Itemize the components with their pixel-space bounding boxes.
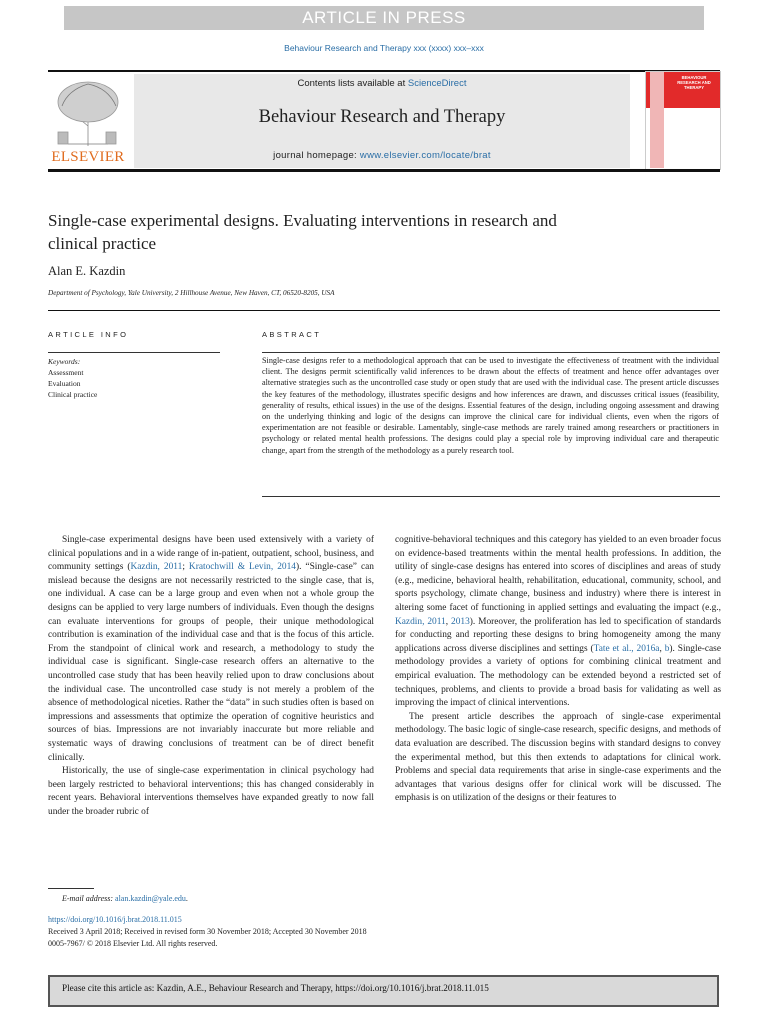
body-column-left <box>48 534 374 819</box>
cover-title-line: THERAPY <box>683 85 704 90</box>
article-title-line: clinical practice <box>48 234 157 253</box>
abstract-bottom-rule <box>262 496 720 497</box>
header-top-rule <box>48 70 720 72</box>
cite-this-article-box <box>48 975 719 1007</box>
article-info-rule <box>48 352 220 353</box>
sciencedirect-link[interactable]: ScienceDirect <box>407 78 467 89</box>
received-dates: Received 3 April 2018; Received in revised form 30 November 2018; Accepted 30 November 2018 <box>48 927 367 936</box>
keyword-item: Assessment <box>48 368 84 377</box>
homepage-link[interactable]: www.elsevier.com/locate/brat <box>359 150 491 161</box>
email-label: E-mail address: <box>62 894 116 903</box>
body-paragraph: Historically, the use of single-case experimentation in clinical psychology had been largely restricted to behavioral interventions; this has changed considerably in recent years. Behavioral interventions themselves have expanded greatly to now fall under the broader rubric of <box>48 766 374 817</box>
body-column-right <box>395 534 721 806</box>
keyword-item: Evaluation <box>48 379 81 388</box>
journal-title: Behaviour Research and Therapy <box>258 107 506 127</box>
cite-this-article-text: Please cite this article as: Kazdin, A.E., Behaviour Research and Therapy, https://doi.org/10.1016/j.brat.2018.11.015 <box>62 983 489 993</box>
body-paragraph: cognitive-behavioral techniques and this category has yielded to an even broader focus on evidence-based treatments within the mental health professions. In addition, the utility of single-case designs has entered into scores of disciplines and areas of study (e.g., medicine, behavioral health, rehabilitation, educational, community, school, and sports psychology, climate change, business and industry) where there is interest in altering some facet of functioning in applied settings and evaluating the impact (e.g., Kazdin, 2011, 2013). Moreover, the proliferation has led to specification of standards for conducting and reporting these designs to bring homogeneity among the many applications across diverse disciplines and settings (Tate et al., 2016a, b). Single-case methodology provides a variety of options for combining clinical treatment and empirical evaluation. The methodology can be extended beyond a restricted set of techniques, problems, and clients to provide a broad basis for validating as well as improving the impact of clinical interventions. <box>395 535 721 709</box>
doi-link[interactable]: https://doi.org/10.1016/j.brat.2018.11.015 <box>48 915 182 924</box>
reference-link[interactable]: Tate et al., 2016a <box>593 643 660 654</box>
contents-line <box>134 78 630 89</box>
cover-title <box>670 75 718 90</box>
article-title <box>48 209 688 255</box>
author-affiliation: Department of Psychology, Yale University, 2 Hillhouse Avenue, New Haven, CT, 06520-8205, USA <box>48 289 335 297</box>
article-info-heading: ARTICLE INFO <box>48 330 129 339</box>
reference-link[interactable]: Kazdin, 2011 <box>130 562 183 573</box>
elsevier-wordmark: ELSEVIER <box>51 149 125 165</box>
article-title-line: Single-case experimental designs. Evaluating interventions in research and <box>48 211 557 230</box>
footnote-rule <box>48 888 94 889</box>
copyright-line: 0005-7967/ © 2018 Elsevier Ltd. All rights reserved. <box>48 939 218 948</box>
abstract-rule <box>262 352 720 353</box>
abstract-heading: ABSTRACT <box>262 330 322 339</box>
homepage-prefix: journal homepage: <box>273 150 360 161</box>
author-email-footnote: E-mail address: alan.kazdin@yale.edu. <box>62 894 188 903</box>
title-divider <box>48 310 720 311</box>
cover-title-line: RESEARCH AND <box>677 80 711 85</box>
keyword-item: Clinical practice <box>48 390 98 399</box>
cover-title-line: BEHAVIOUR <box>681 75 707 80</box>
journal-cover-thumbnail[interactable] <box>645 71 721 170</box>
header-bottom-rule <box>48 169 720 172</box>
article-in-press-banner: ARTICLE IN PRESS <box>64 6 704 30</box>
reference-link[interactable]: Kratochwill & Levin, 2014 <box>188 562 296 573</box>
contents-prefix: Contents lists available at <box>297 78 408 89</box>
email-link[interactable]: alan.kazdin@yale.edu <box>115 894 186 903</box>
body-paragraph: The present article describes the approach of single-case experimental methodology. The basic logic of single-case research, specific designs, and methods of data evaluation are described. The discussion begins with standard designs to convey the experimental method, but this then extends to adaptations for clinical work. Problems and special data requirements that arise in single-case experiments and the advantages that various designs offer for clinical work will be discussed. The emphasis is on utilization of the designs or their features to <box>395 711 721 804</box>
reference-link[interactable]: 2013 <box>451 616 470 627</box>
author-name[interactable]: Alan E. Kazdin <box>48 264 126 278</box>
journal-homepage-line <box>134 150 630 161</box>
cover-side-stripe <box>650 72 664 168</box>
reference-link[interactable]: b <box>664 643 670 654</box>
abstract-text: Single-case designs refer to a methodological approach that can be used to investigate the effectiveness of treatment with the individual client. The designs permit scientifically valid inferences to be drawn about the effects of treatment and hence offer advantages over alternative strategies such as the uncontrolled case study or open study that are used with the individual case. The present article discusses the key features of the methodology, illustrates specific designs and how inferences are drawn, and discusses critical issues (feasibility, generality of results, ethical issues) in the use of the designs. Essential features of the design, including ongoing assessment and drawing on the underlying thinking and logic of the designs can improve the clinical care for individual clients, even when the rigors of experimentation are not feasible or desirable. Lamentably, single-case methods are rarely trained among researchers or practitioners in psychology or related mental health professions. The designs could play a special role by improving individual care and therapeutic change, apart from the strength of the methodology as a purely research tool. <box>262 356 719 455</box>
journal-citation-link[interactable]: Behaviour Research and Therapy xxx (xxxx) xxx–xxx <box>284 43 484 53</box>
body-paragraph: Single-case experimental designs have been used extensively with a variety of clinical populations and in a wide range of in-patient, outpatient, school, business, and community settings (Kazdin, 2011; Kratochwill & Levin, 2014). “Single-case” can mislead because the designs are not necessarily restricted to the single case, that is, one individual. A case can be a large group and even when not a whole group the designs can be applied to very large numbers of individuals. Even though the designs can evaluate interventions for groups of people, their unique methodological contribution is examination of the individual case and that is the focus of this article. From the standpoint of clinical work and research, a methodology to study the individual case is significant. Single-case research offers an alternative to the uncontrolled case study that has been heavily relied upon to draw conclusions about the individual case. The uncontrolled case study is not merely a problem of the absence of methodological niceties. Rather the “data” in such studies often is based on impressions and assessments that optimize the operation of cognitive heuristics and sources of bias. Impressions are not invariably inaccurate but more reliable and systematic ways of drawing conclusions of treatment can be of direct benefit clinically. <box>48 535 374 763</box>
keywords-label: Keywords: <box>48 357 81 366</box>
reference-link[interactable]: Kazdin, 2011 <box>395 616 446 627</box>
